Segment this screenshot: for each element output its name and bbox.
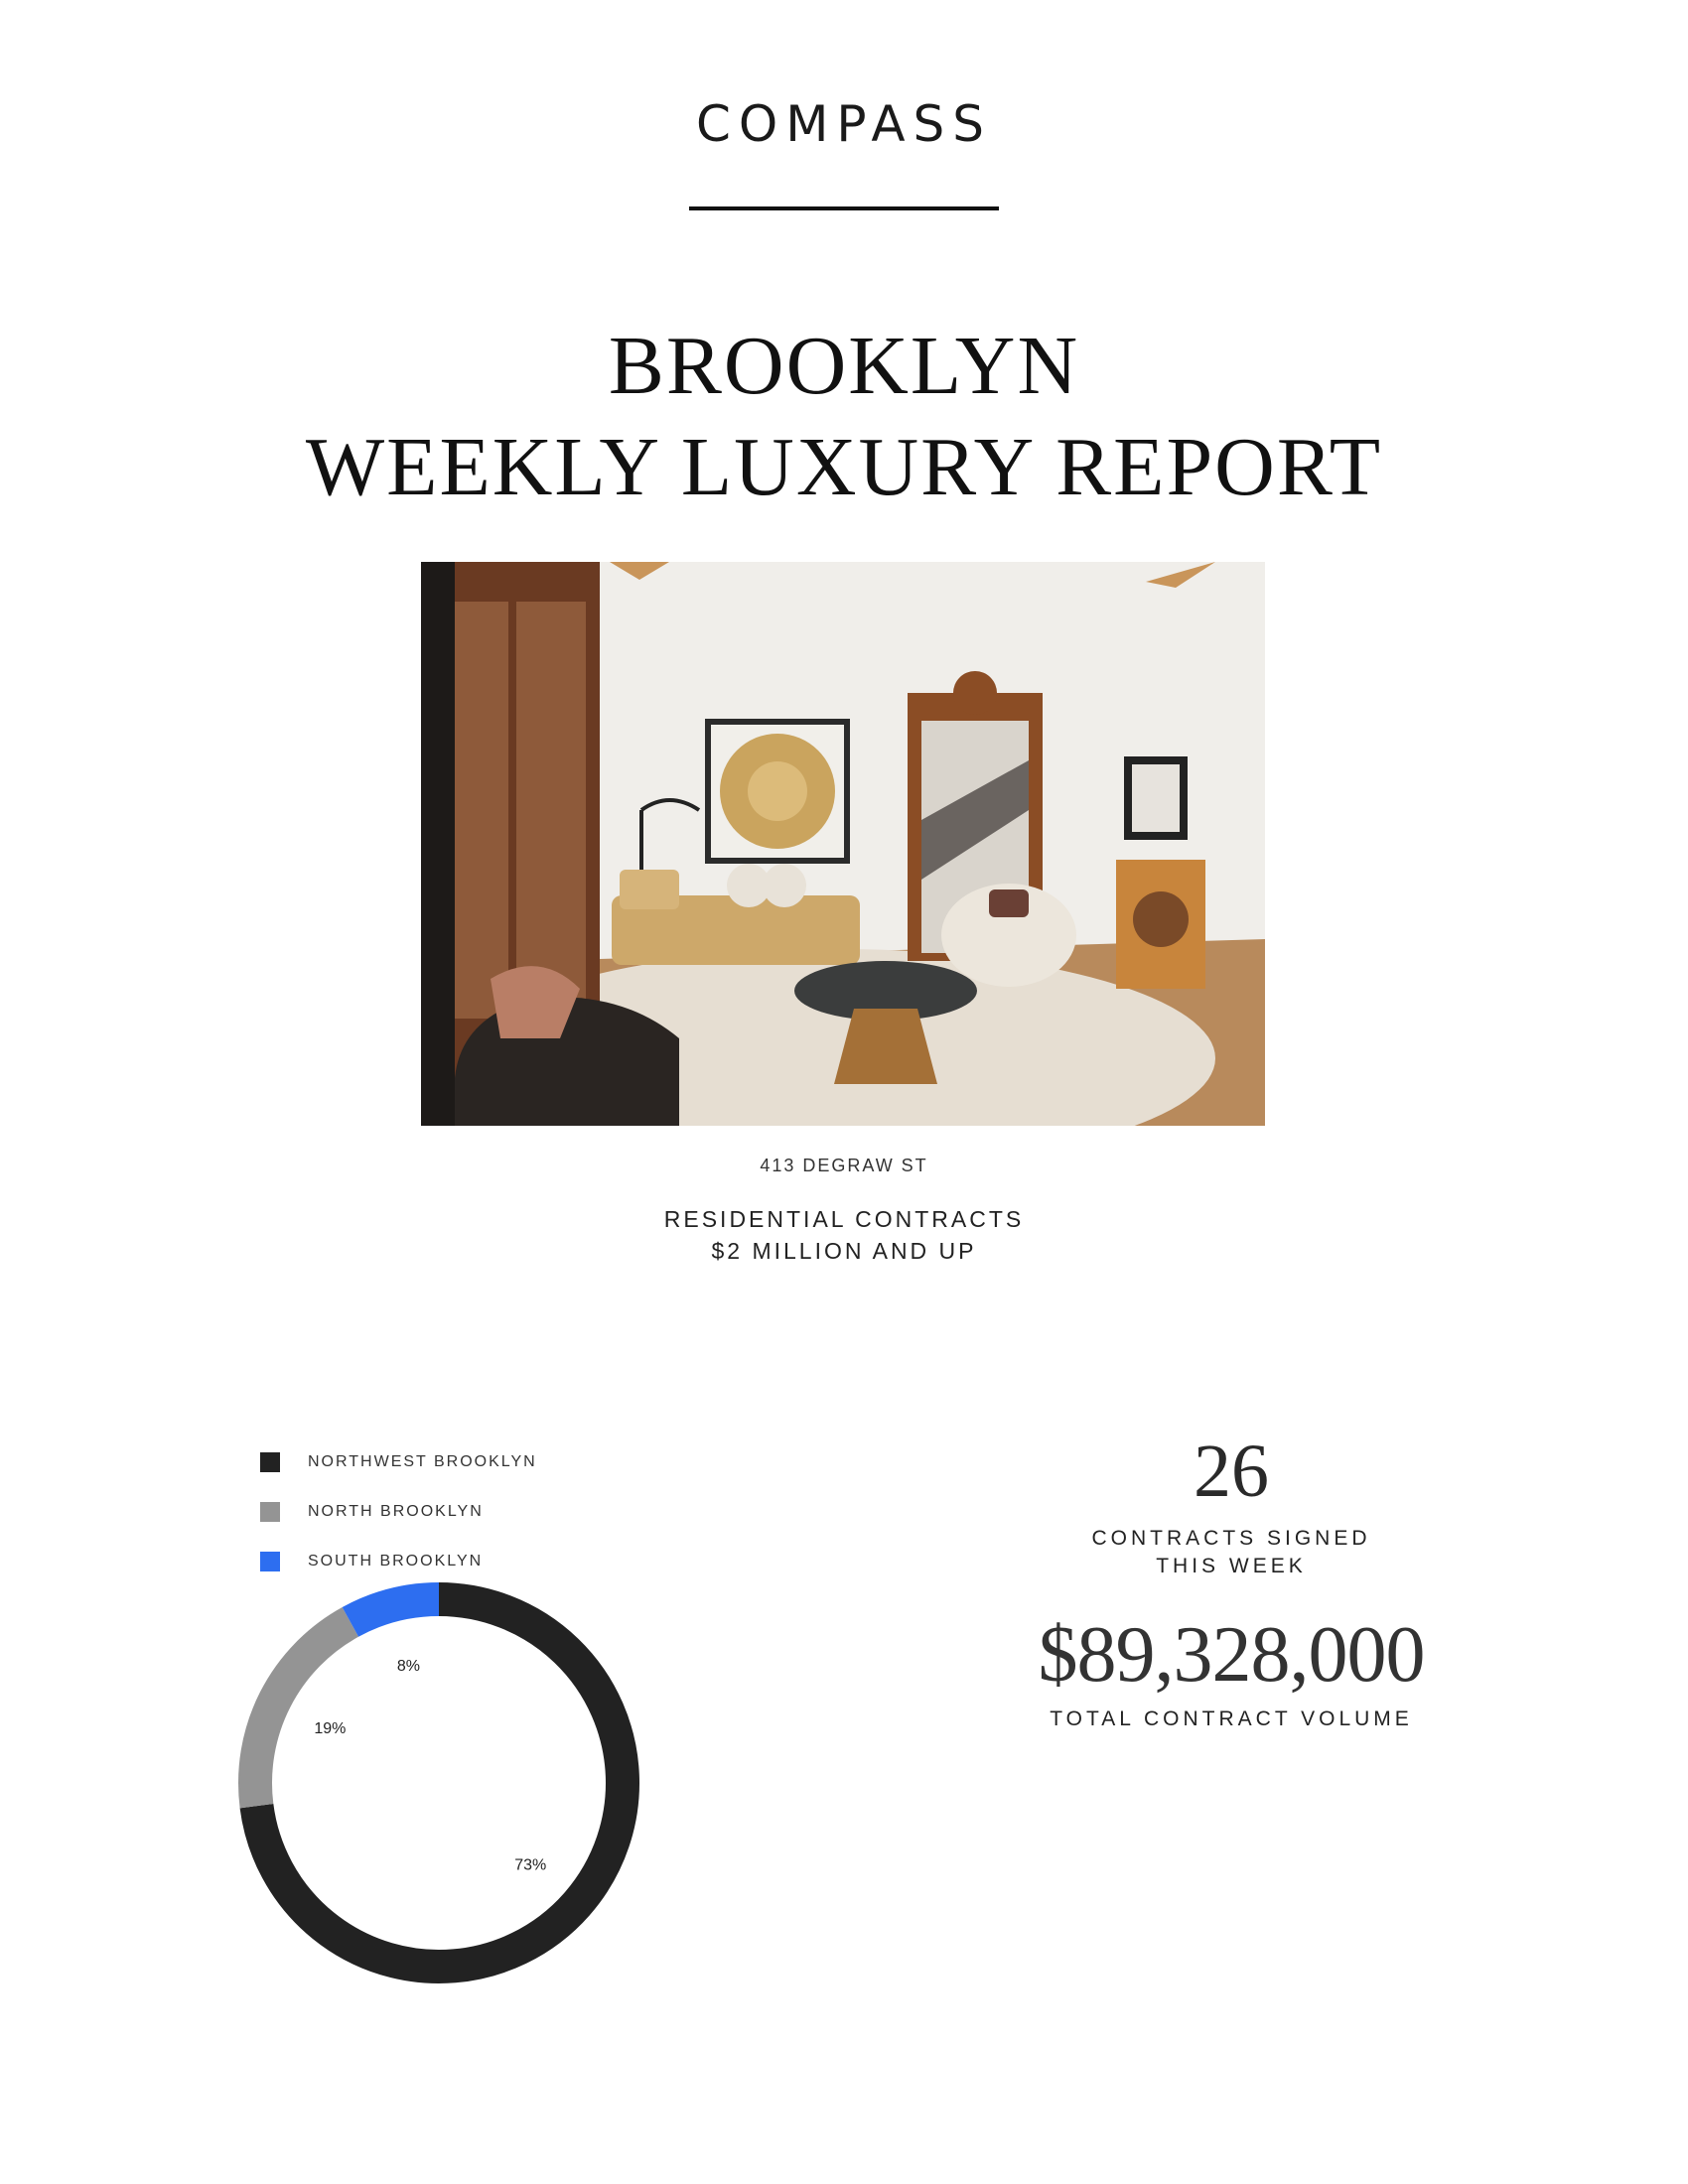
donut-slice-label: 19% [314, 1720, 347, 1738]
subtitle-line-2: $2 MILLION AND UP [711, 1238, 977, 1264]
legend-swatch [260, 1552, 280, 1571]
legend-item-northwest [260, 1437, 537, 1487]
donut-slice-north-brooklyn [255, 1622, 351, 1806]
contract-volume: $89,328,000 [1038, 1611, 1425, 1699]
photo-caption: 413 DEGRAW ST [760, 1156, 928, 1175]
compass-logo: COMPASS [695, 95, 993, 153]
legend-label: SOUTH BROOKLYN [308, 1553, 484, 1570]
legend-label: NORTH BROOKLYN [308, 1503, 484, 1520]
donut-slice-label: 8% [396, 1657, 420, 1675]
title-line-2: WEEKLY LUXURY REPORT [305, 421, 1383, 513]
donut-slice-label: 73% [514, 1856, 547, 1874]
legend-swatch [260, 1452, 280, 1472]
property-photo [421, 562, 1265, 1126]
contracts-label-line-1: CONTRACTS SIGNED [1091, 1527, 1371, 1550]
subtitle-line-1: RESIDENTIAL CONTRACTS [663, 1206, 1025, 1232]
contracts-count: 26 [1194, 1430, 1269, 1513]
volume-stat [983, 1612, 1479, 1733]
report-title [0, 316, 1688, 518]
legend-item-south [260, 1537, 537, 1586]
chart-legend [260, 1437, 537, 1586]
donut-slice-south-brooklyn [351, 1599, 439, 1622]
volume-label: TOTAL CONTRACT VOLUME [1050, 1707, 1413, 1730]
logo-divider [689, 206, 999, 210]
report-subtitle [0, 1203, 1688, 1267]
legend-swatch [260, 1502, 280, 1522]
legend-item-north [260, 1487, 537, 1537]
title-line-1: BROOKLYN [608, 320, 1080, 412]
contracts-label-line-2: THIS WEEK [1156, 1555, 1307, 1577]
legend-label: NORTHWEST BROOKLYN [308, 1453, 537, 1470]
contracts-stat [1033, 1432, 1430, 1580]
region-donut-chart [236, 1580, 641, 1985]
